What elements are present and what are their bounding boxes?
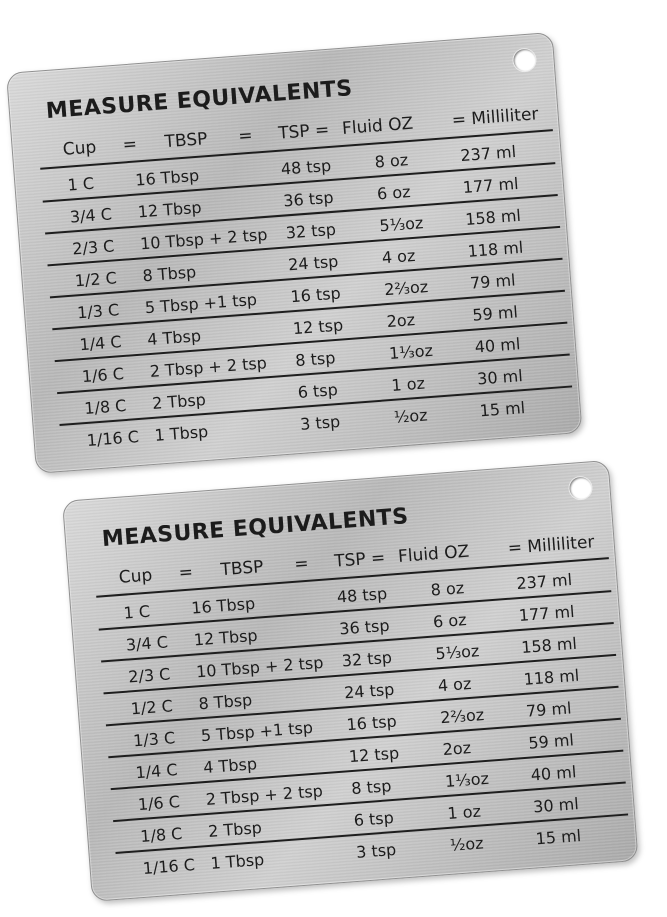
cell-tsp: 6 tsp bbox=[297, 380, 339, 402]
cell-tsp: 48 tsp bbox=[336, 583, 388, 607]
measure-card-bottom bbox=[62, 460, 639, 902]
cell-cup: 1/4 C bbox=[78, 332, 123, 355]
cell-fluid-oz: 4 oz bbox=[437, 673, 472, 696]
header-tsp: TSP = bbox=[333, 547, 387, 572]
cell-milliliter: 158 ml bbox=[520, 633, 578, 657]
header-fluid-oz: Fluid OZ bbox=[397, 541, 470, 567]
cell-cup: 1/2 C bbox=[74, 268, 118, 291]
card-title: MEASURE EQUIVALENTS bbox=[45, 76, 354, 125]
cell-tsp: 8 tsp bbox=[350, 776, 393, 799]
cell-tsp: 16 tsp bbox=[289, 283, 342, 307]
cell-milliliter: 177 ml bbox=[462, 173, 520, 198]
cell-cup: 2/3 C bbox=[127, 664, 171, 687]
cell-tsp: 32 tsp bbox=[285, 219, 337, 243]
cell-milliliter: 79 ml bbox=[525, 698, 573, 721]
header-tsp: TSP = bbox=[277, 119, 331, 144]
cell-tbsp: 1 Tbsp bbox=[153, 421, 209, 445]
cell-fluid-oz: 1⅓oz bbox=[444, 768, 490, 792]
cell-milliliter: 30 ml bbox=[532, 794, 580, 817]
cell-tbsp: 4 Tbsp bbox=[202, 754, 258, 778]
cell-fluid-oz: 2⅔oz bbox=[383, 276, 429, 300]
cell-tbsp: 12 Tbsp bbox=[137, 197, 203, 222]
cell-tbsp: 2 Tbsp bbox=[151, 389, 207, 413]
cell-tbsp: 1 Tbsp bbox=[209, 849, 265, 873]
cell-tbsp: 2 Tbsp + 2 tsp bbox=[149, 353, 268, 382]
cell-milliliter: 15 ml bbox=[478, 398, 526, 421]
cell-tbsp: 10 Tbsp + 2 tsp bbox=[195, 652, 325, 682]
header-fluid-oz: Fluid OZ bbox=[341, 113, 414, 139]
cell-tsp: 32 tsp bbox=[341, 647, 393, 671]
cell-cup: 1/6 C bbox=[81, 364, 125, 387]
cell-tsp: 36 tsp bbox=[282, 187, 335, 211]
cell-cup: 1/8 C bbox=[139, 823, 183, 847]
header-tbsp: TBSP bbox=[219, 557, 265, 581]
cell-fluid-oz: 5⅓oz bbox=[378, 213, 424, 236]
cell-tbsp: 10 Tbsp + 2 tsp bbox=[139, 224, 269, 254]
cell-fluid-oz: 1⅓oz bbox=[388, 340, 434, 364]
cell-fluid-oz: 1 oz bbox=[446, 801, 482, 823]
cell-cup: 3/4 C bbox=[69, 204, 113, 227]
cell-tsp: 24 tsp bbox=[343, 679, 395, 703]
cell-tbsp: 4 Tbsp bbox=[146, 326, 202, 350]
hanging-hole bbox=[569, 476, 593, 500]
cell-tbsp: 16 Tbsp bbox=[190, 593, 256, 618]
cell-fluid-oz: 2oz bbox=[442, 738, 472, 760]
cell-tbsp: 2 Tbsp bbox=[207, 817, 263, 841]
cell-cup: 1/8 C bbox=[83, 395, 127, 419]
cell-tsp: 16 tsp bbox=[345, 711, 398, 735]
cell-fluid-oz: 5⅓oz bbox=[434, 641, 480, 664]
cell-milliliter: 15 ml bbox=[534, 826, 582, 849]
hanging-hole bbox=[513, 48, 537, 72]
header-equals-2: = bbox=[237, 125, 254, 147]
header-equals-1: = bbox=[178, 562, 194, 584]
cell-fluid-oz: 4 oz bbox=[381, 245, 416, 268]
cell-milliliter: 237 ml bbox=[515, 570, 573, 594]
cell-milliliter: 59 ml bbox=[527, 730, 575, 753]
cell-cup: 1/6 C bbox=[137, 792, 181, 815]
cell-milliliter: 237 ml bbox=[459, 142, 517, 166]
cell-cup: 2/3 C bbox=[71, 236, 115, 259]
cell-fluid-oz: 6 oz bbox=[376, 182, 412, 204]
cell-cup: 1/16 C bbox=[86, 427, 140, 450]
cell-fluid-oz: 1 oz bbox=[390, 373, 426, 395]
cell-tbsp: 8 Tbsp bbox=[197, 690, 253, 714]
cell-milliliter: 40 ml bbox=[530, 762, 577, 785]
cell-cup: 1 C bbox=[66, 173, 95, 195]
cell-tsp: 36 tsp bbox=[338, 615, 391, 639]
cell-milliliter: 118 ml bbox=[466, 237, 524, 261]
cell-fluid-oz: 2oz bbox=[386, 310, 416, 332]
conversion-table bbox=[7, 33, 551, 74]
cell-cup: 1/16 C bbox=[142, 855, 196, 878]
cell-milliliter: 158 ml bbox=[464, 205, 522, 229]
cell-cup: 1/3 C bbox=[76, 300, 120, 323]
cell-cup: 1/3 C bbox=[132, 728, 176, 751]
cell-fluid-oz: 6 oz bbox=[432, 610, 468, 632]
header-tbsp: TBSP bbox=[163, 129, 209, 153]
cell-tsp: 12 tsp bbox=[348, 743, 400, 767]
header-equals-2: = bbox=[293, 553, 310, 575]
cell-cup: 3/4 C bbox=[125, 632, 169, 655]
cell-tsp: 48 tsp bbox=[280, 155, 332, 179]
cell-tsp: 12 tsp bbox=[292, 315, 344, 339]
cell-fluid-oz: 2⅔oz bbox=[439, 704, 485, 728]
cell-tsp: 8 tsp bbox=[294, 348, 337, 371]
cell-milliliter: 30 ml bbox=[476, 366, 524, 389]
cell-tbsp: 5 Tbsp +1 tsp bbox=[200, 717, 314, 746]
cell-tsp: 3 tsp bbox=[355, 839, 397, 862]
cell-fluid-oz: 8 oz bbox=[374, 150, 409, 172]
cell-fluid-oz: ½oz bbox=[393, 405, 429, 427]
cell-cup: 1/2 C bbox=[130, 696, 174, 719]
card-title: MEASURE EQUIVALENTS bbox=[101, 504, 410, 553]
cell-tbsp: 12 Tbsp bbox=[193, 625, 259, 650]
cell-fluid-oz: 8 oz bbox=[430, 578, 465, 600]
cell-tbsp: 8 Tbsp bbox=[141, 262, 197, 286]
cell-milliliter: 40 ml bbox=[474, 334, 521, 357]
cell-tsp: 6 tsp bbox=[353, 808, 395, 830]
header-cup: Cup bbox=[62, 137, 98, 160]
cell-milliliter: 59 ml bbox=[471, 302, 519, 325]
header-milliliter: = Milliliter bbox=[507, 532, 596, 559]
header-equals-1: = bbox=[122, 134, 138, 156]
cell-cup: 1 C bbox=[122, 601, 151, 623]
measure-card-top bbox=[6, 32, 583, 474]
cell-fluid-oz: ½oz bbox=[449, 833, 485, 855]
cell-tbsp: 5 Tbsp +1 tsp bbox=[144, 289, 258, 318]
cell-milliliter: 118 ml bbox=[522, 665, 580, 689]
cell-tsp: 24 tsp bbox=[287, 251, 339, 275]
cell-tbsp: 2 Tbsp + 2 tsp bbox=[205, 781, 324, 810]
cell-milliliter: 177 ml bbox=[518, 601, 576, 626]
cell-milliliter: 79 ml bbox=[469, 270, 517, 293]
conversion-table bbox=[63, 461, 607, 502]
cell-tsp: 3 tsp bbox=[299, 411, 341, 434]
header-milliliter: = Milliliter bbox=[451, 104, 540, 131]
cell-cup: 1/4 C bbox=[134, 760, 179, 783]
header-cup: Cup bbox=[118, 565, 154, 588]
cell-tbsp: 16 Tbsp bbox=[134, 165, 200, 190]
